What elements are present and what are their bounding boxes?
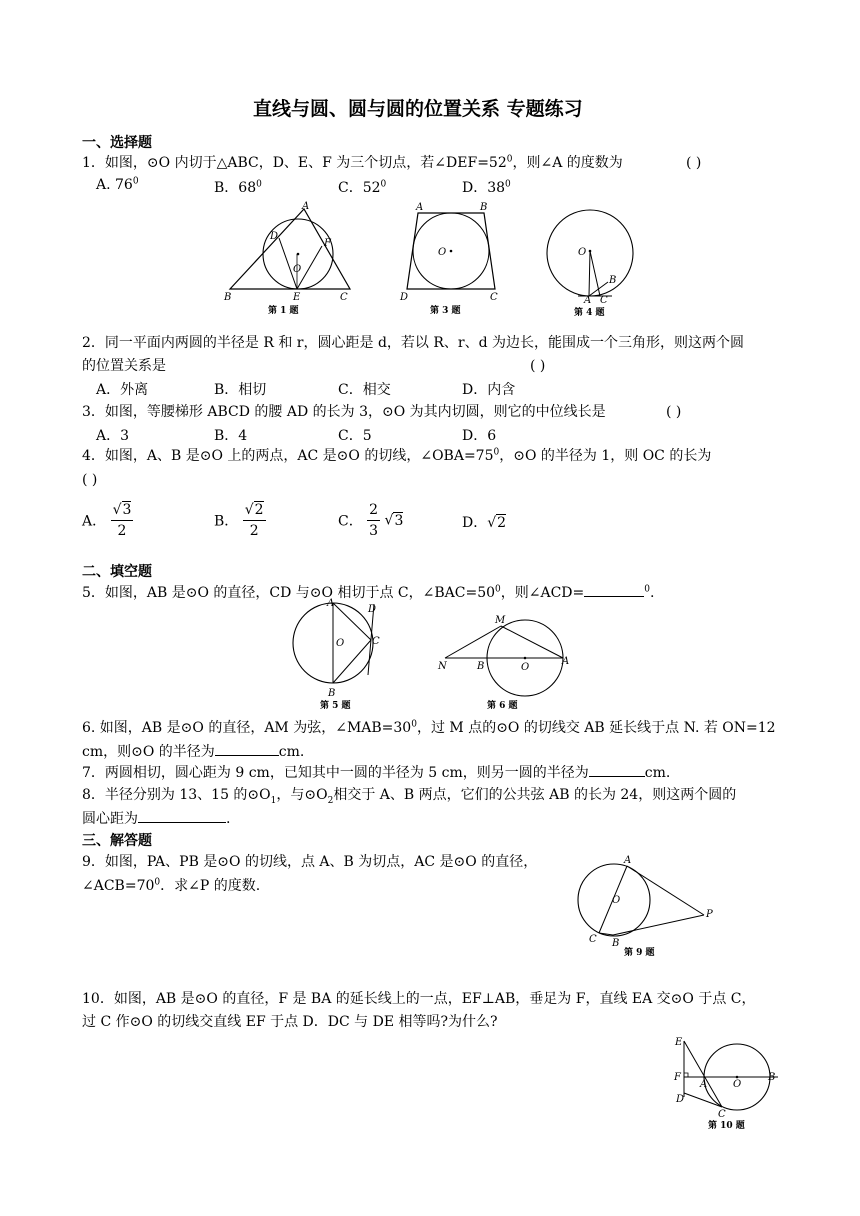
f6-label-m: M: [495, 615, 506, 626]
question-1-answer-paren: ( ): [686, 155, 702, 171]
question-9-line-1: 9．如图，PA、PB 是⊙O 的切线，点 A、B 为切点，AC 是⊙O 的直径，: [82, 854, 538, 870]
f1-label-o: O: [293, 264, 302, 275]
figure-9-tangents-from-point: [572, 855, 722, 960]
question-5: 5．如图，AB 是⊙O 的直径，CD 与⊙O 相切于点 C，$\angle BAC=50^0$，则∠ACD= $^0$.: [82, 582, 654, 603]
f1-label-e: E: [293, 292, 301, 303]
figure-1-incircle-triangle: [220, 201, 360, 320]
f1-label-a: A: [302, 201, 310, 212]
f10-label-e: E: [675, 1037, 683, 1048]
section-heading-fill: 二、填空题: [82, 564, 152, 580]
question-6-line-1: 6. 如图，AB 是⊙O 的直径，AM 为弦，$\angle MAB=30^0$，过 M 点的⊙O 的切线交 AB 延长线于点 N. 若 ON=12: [82, 719, 776, 736]
question-6-line-2: cm，则⊙O 的半径为 cm.: [82, 741, 304, 762]
q2-option-a: A．外离: [96, 382, 149, 398]
section-heading-choice: 一、选择题: [82, 135, 152, 151]
question-4: 4．如图，A、B 是⊙O 上的两点，AC 是⊙O 的切线，$\angle OBA=75^0$，⊙O 的半径为 1，则 OC 的长为: [82, 447, 712, 464]
f10-label-o: O: [733, 1079, 742, 1090]
f5-caption: 第 5 题: [320, 701, 351, 711]
f3-label-b: B: [480, 202, 488, 213]
figure-5-circle-tangent: [285, 600, 395, 712]
f9-label-p: P: [706, 909, 713, 920]
q1-option-a: A. $76^0$: [96, 176, 139, 193]
f6-caption: 第 6 题: [487, 701, 518, 711]
f1-label-b: B: [224, 292, 232, 303]
f9-label-b: B: [612, 938, 620, 949]
f4-label-a: A: [584, 295, 592, 306]
f5-label-c: C: [372, 636, 380, 647]
q1-option-d: D．$38^0$: [462, 179, 511, 196]
question-10-line-1: 10．如图，AB 是⊙O 的直径，F 是 BA 的延长线上的一点，EF⊥AB，垂足为 F，直线 EA 交⊙O 于点 C，: [82, 991, 756, 1007]
f10-label-a: A: [700, 1079, 708, 1090]
question-10-line-2: 过 C 作⊙O 的切线交直线 EF 于点 D．DC 与 DE 相等吗?为什么?: [82, 1014, 498, 1030]
f9-label-c: C: [589, 934, 597, 945]
q2-option-b: B．相切: [214, 382, 267, 398]
q4-option-a: A． $\frac{√3}{2}$: [82, 502, 132, 539]
f10-label-f: F: [674, 1072, 681, 1083]
f6-label-b: B: [477, 661, 485, 672]
figure-3-trapezoid: [398, 200, 503, 320]
q4-option-c: C． $\frac{2}{3}$ √3: [338, 502, 404, 539]
f3-caption: 第 3 题: [430, 306, 461, 316]
q4-option-b: B． $\frac{√2}{2}$: [214, 502, 264, 539]
figure-4-tangent: [540, 205, 640, 320]
q2-option-d: D．内含: [462, 382, 516, 398]
question-3: 3．如图，等腰梯形 ABCD 的腰 AD 的长为 3，⊙O 为其内切圆，则它的中位线长是: [82, 404, 606, 420]
f6-label-a: A: [562, 656, 570, 667]
figure-10-perpendicular-tangent: [670, 1035, 790, 1135]
f6-label-o: O: [521, 662, 530, 673]
question-2-answer-paren: ( ): [530, 358, 546, 374]
f10-caption: 第 10 题: [708, 1121, 745, 1131]
f4-caption: 第 4 题: [574, 308, 605, 318]
f6-label-n: N: [438, 661, 447, 672]
f1-label-d: D: [270, 231, 279, 242]
f9-caption: 第 9 题: [624, 948, 655, 958]
question-3-answer-paren: ( ): [666, 404, 682, 420]
f10-label-b: B: [768, 1072, 776, 1083]
q8-answer-blank[interactable]: [138, 808, 226, 823]
f3-label-o: O: [438, 247, 447, 258]
f4-label-b: B: [609, 275, 617, 286]
q3-option-d: D．6: [462, 428, 497, 444]
f3-label-c: C: [490, 292, 498, 303]
section-heading-solve: 三、解答题: [82, 833, 152, 849]
question-8-line-2: 圆心距为 .: [82, 808, 230, 829]
f3-label-d: D: [400, 292, 409, 303]
q6-answer-blank[interactable]: [215, 741, 279, 756]
question-1: 1．如图，⊙O 内切于△ABC，D、E、F 为三个切点，若$\angle DEF=52^0$，则∠A 的度数为: [82, 154, 623, 171]
question-8-line-1: 8．半径分别为 13、15 的$⊙O_1$，与$⊙O_2$相交于 A、B 两点，它们的公共弦 AB 的长为 24，则这两个圆的: [82, 787, 737, 806]
f4-label-o: O: [578, 247, 587, 258]
f1-caption: 第 1 题: [268, 306, 299, 316]
question-2-line-2: 的位置关系是: [82, 358, 166, 374]
page-title: 直线与圆、圆与圆的位置关系 专题练习: [253, 98, 583, 120]
q7-answer-blank[interactable]: [589, 762, 645, 777]
f1-label-c: C: [340, 292, 348, 303]
f9-label-o: O: [612, 895, 621, 906]
question-9-line-2: $\angle ACB=70^0$．求∠P 的度数.: [82, 877, 261, 894]
f5-label-d: D: [368, 604, 377, 615]
f5-label-b: B: [328, 688, 336, 699]
q3-option-b: B．4: [214, 428, 248, 444]
f9-label-a: A: [624, 855, 632, 866]
q3-option-a: A．3: [96, 428, 130, 444]
f5-label-a: A: [327, 598, 335, 609]
f4-label-c: C: [600, 295, 608, 306]
f10-label-c: C: [718, 1109, 726, 1120]
f3-label-a: A: [416, 202, 424, 213]
q3-option-c: C．5: [338, 428, 372, 444]
q2-option-c: C．相交: [338, 382, 391, 398]
f5-label-o: O: [336, 638, 345, 649]
q5-answer-blank[interactable]: [584, 582, 644, 597]
f10-label-d: D: [676, 1094, 685, 1105]
figure-6-circle-secant: [435, 612, 580, 712]
q1-option-b: B．$68^0$: [214, 179, 262, 196]
q1-option-c: C．$52^0$: [338, 179, 387, 196]
question-2-line-1: 2．同一平面内两圆的半径是 R 和 r，圆心距是 d，若以 R、r、d 为边长，能围成一个三角形，则这两个圆: [82, 335, 744, 351]
question-7: 7．两圆相切，圆心距为 9 cm，已知其中一圆的半径为 5 cm，则另一圆的半径为 cm.: [82, 762, 670, 783]
question-4-answer-paren: ( ): [82, 472, 98, 488]
q4-option-d: D．√2: [462, 515, 507, 531]
f1-label-f: F: [324, 238, 331, 249]
